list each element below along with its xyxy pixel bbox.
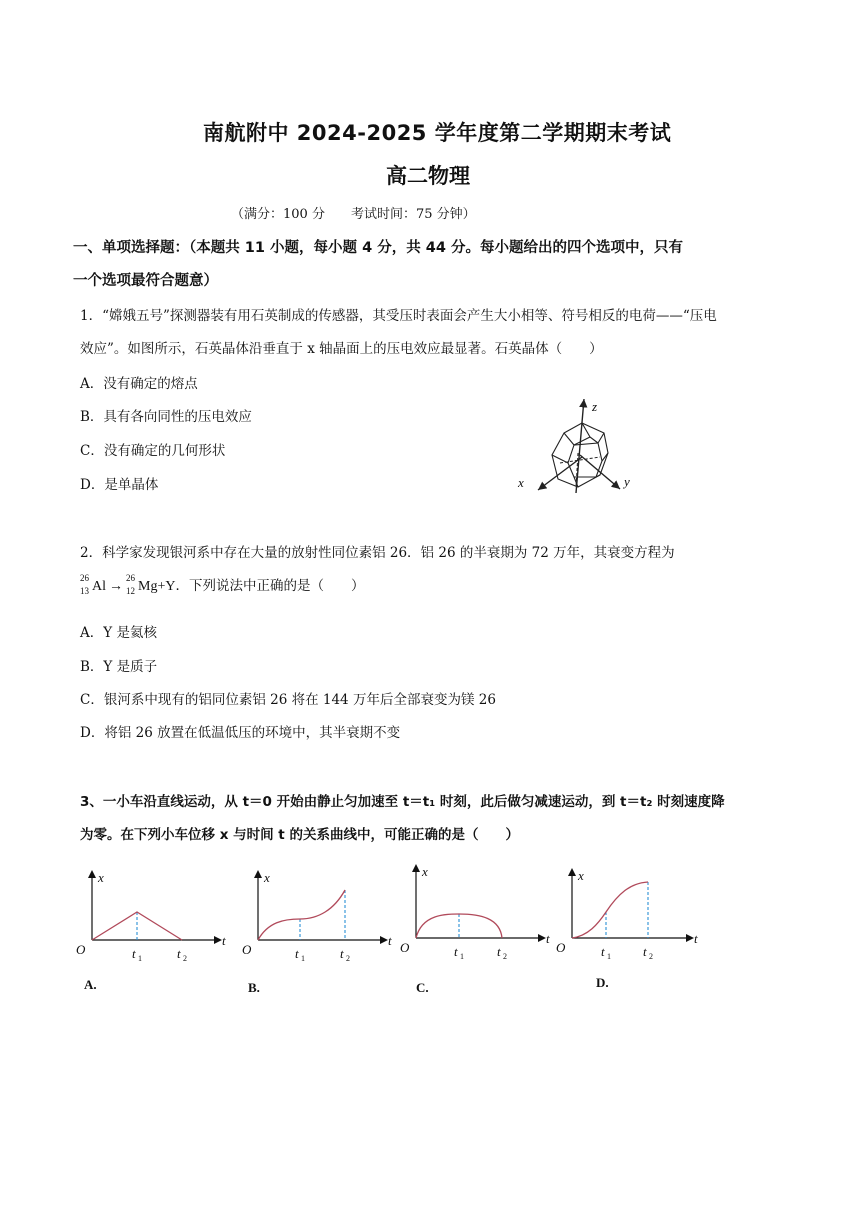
svg-text:1: 1	[607, 952, 611, 961]
mg-atomic-number: 12	[126, 585, 135, 596]
svg-text:t: t	[643, 944, 647, 959]
mg-mass-number: 26	[126, 572, 135, 583]
svg-text:O: O	[556, 940, 566, 955]
svg-text:2: 2	[183, 954, 187, 963]
q1-option-b: B．具有各向同性的压电效应	[80, 409, 252, 425]
al-atomic-number: 13	[80, 585, 89, 596]
svg-text:t: t	[295, 946, 299, 961]
svg-text:x: x	[578, 868, 584, 883]
graph-a-label: A.	[84, 977, 97, 992]
decay-arrow: →	[109, 579, 123, 594]
svg-text:t: t	[454, 944, 458, 959]
graph-a-origin: O	[76, 942, 86, 957]
q2-stem-line1: 2．科学家发现银河系中存在大量的放射性同位素铝 26．铝 26 的半衰期为 72 万年，其衰变方程为	[80, 545, 675, 561]
svg-text:2: 2	[503, 952, 507, 961]
q2-stem-line2: ．下列说法中正确的是（ ）	[175, 578, 365, 594]
q2-option-d: D．将铝 26 放置在低温低压的环境中，其半衰期不变	[80, 725, 401, 741]
graph-a	[74, 868, 224, 968]
exam-title: 南航附中 2024-2025 学年度第二学期期末考试	[203, 121, 672, 145]
svg-text:1: 1	[138, 954, 142, 963]
svg-text:O: O	[242, 942, 252, 957]
svg-text:O: O	[400, 940, 410, 955]
graph-a-t-label: t	[222, 933, 226, 948]
svg-text:1: 1	[301, 954, 305, 963]
mg-symbol: Mg	[138, 579, 158, 594]
svg-text:t: t	[340, 946, 344, 961]
svg-text:t: t	[497, 944, 501, 959]
section-heading-line1: 一、单项选择题：（本题共 11 小题，每小题 4 分，共 44 分。每小题给出的四个选项中，只有	[73, 240, 683, 256]
quartz-crystal-figure	[512, 393, 642, 503]
graph-c	[400, 862, 550, 962]
svg-text:x: x	[264, 870, 270, 885]
q1-option-d: D．是单晶体	[80, 477, 159, 493]
q1-stem-line2: 效应”。如图所示，石英晶体沿垂直于 x 轴晶面上的压电效应最显著。石英晶体（ ）	[80, 341, 603, 357]
al-mass-number: 26	[80, 572, 89, 583]
q2-option-c: C．银河系中现有的铝同位素铝 26 将在 144 万年后全部衰变为镁 26	[80, 692, 496, 708]
svg-text:2: 2	[346, 954, 350, 963]
svg-text:t: t	[388, 933, 392, 948]
svg-text:t: t	[177, 946, 181, 961]
svg-text:z: z	[592, 399, 598, 414]
q2-decay-equation	[80, 574, 364, 597]
svg-text:t: t	[132, 946, 136, 961]
graph-b	[240, 868, 390, 968]
graph-c-label: C.	[416, 980, 429, 995]
svg-text:y: y	[624, 474, 630, 489]
graph-d	[556, 866, 706, 966]
graph-d-label: D.	[596, 975, 609, 990]
q2-option-a: A．Y 是氦核	[80, 625, 157, 641]
svg-text:t: t	[546, 931, 550, 946]
q3-stem-line2: 为零。在下列小车位移 x 与时间 t 的关系曲线中，可能正确的是（ ）	[80, 827, 519, 843]
svg-text:t: t	[694, 931, 698, 946]
svg-text:2: 2	[649, 952, 653, 961]
q1-stem-line1: 1．“嫦娥五号”探测器装有用石英制成的传感器，其受压时表面会产生大小相等、符号相反的电荷——“压电	[80, 308, 717, 324]
svg-text:1: 1	[460, 952, 464, 961]
equation-product: +Y	[157, 579, 176, 594]
q2-option-b: B．Y 是质子	[80, 659, 158, 675]
svg-text:t: t	[601, 944, 605, 959]
q1-option-c: C．没有确定的几何形状	[80, 443, 226, 459]
graph-b-label: B.	[248, 980, 260, 995]
q1-option-a: A．没有确定的熔点	[80, 376, 198, 392]
al-symbol: Al	[92, 579, 106, 594]
graph-a-x-label: x	[98, 870, 104, 885]
section-heading-line2: 一个选项最符合题意）	[73, 273, 218, 289]
subject-title: 高二物理	[386, 164, 470, 188]
q3-stem-line1: 3、一小车沿直线运动，从 t＝0 开始由静止匀加速至 t＝t₁ 时刻，此后做匀减速运动，到 t＝t₂ 时刻速度降	[80, 794, 725, 810]
exam-info: （满分：100 分 考试时间：75 分钟）	[231, 207, 476, 222]
svg-text:x: x	[422, 864, 428, 879]
svg-text:x: x	[518, 475, 524, 490]
